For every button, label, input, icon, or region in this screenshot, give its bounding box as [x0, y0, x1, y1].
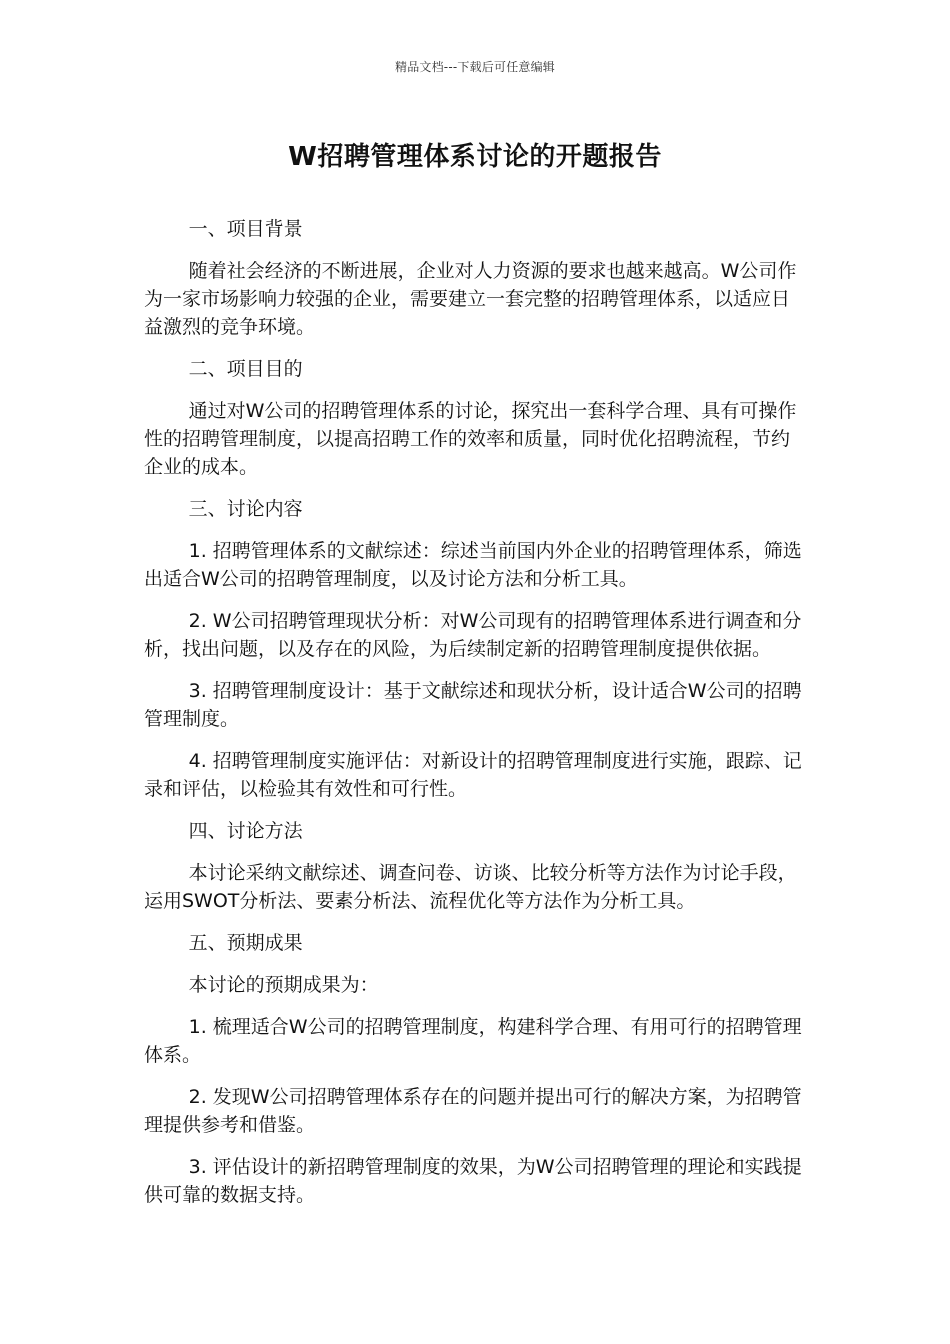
- paragraph-content-item-2: 2. W公司招聘管理现状分析：对W公司现有的招聘管理体系进行调查和分析，找出问题，以及存在的风险，为后续制定新的招聘管理制度提供依据。: [144, 610, 802, 660]
- section-heading-background: 一、项目背景: [188, 218, 303, 240]
- section-heading-content: 三、讨论内容: [188, 498, 303, 520]
- section-heading-outcomes: 五、预期成果: [188, 932, 303, 954]
- page-title: W招聘管理体系讨论的开题报告: [288, 142, 662, 172]
- document-body: [144, 215, 808, 1223]
- section-heading-methods: 四、讨论方法: [188, 820, 303, 842]
- paragraph-outcomes-intro: 本讨论的预期成果为：: [188, 974, 379, 996]
- paragraph-outcomes-item-2: 2. 发现W公司招聘管理体系存在的问题并提出可行的解决方案，为招聘管理提供参考和借鉴。: [144, 1086, 802, 1136]
- paragraph-content-item-4: 4. 招聘管理制度实施评估：对新设计的招聘管理制度进行实施，跟踪、记录和评估，以检验其有效性和可行性。: [144, 750, 802, 800]
- paragraph-content-item-1: 1. 招聘管理体系的文献综述：综述当前国内外企业的招聘管理体系，筛选出适合W公司的招聘管理制度，以及讨论方法和分析工具。: [144, 540, 802, 590]
- paragraph-outcomes-item-3: 3. 评估设计的新招聘管理制度的效果，为W公司招聘管理的理论和实践提供可靠的数据支持。: [144, 1156, 802, 1206]
- paragraph-methods: 本讨论采纳文献综述、调查问卷、访谈、比较分析等方法作为讨论手段，运用SWOT分析法、要素分析法、流程优化等方法作为分析工具。: [144, 862, 797, 912]
- section-heading-purpose: 二、项目目的: [188, 358, 303, 380]
- paragraph-outcomes-item-1: 1. 梳理适合W公司的招聘管理制度，构建科学合理、有用可行的招聘管理体系。: [144, 1016, 802, 1066]
- paragraph-purpose: 通过对W公司的招聘管理体系的讨论，探究出一套科学合理、具有可操作性的招聘管理制度，以提高招聘工作的效率和质量，同时优化招聘流程，节约企业的成本。: [144, 400, 797, 478]
- paragraph-background: 随着社会经济的不断进展，企业对人力资源的要求也越来越高。W公司作为一家市场影响力较强的企业，需要建立一套完整的招聘管理体系，以适应日益激烈的竞争环境。: [144, 260, 797, 338]
- paragraph-content-item-3: 3. 招聘管理制度设计：基于文献综述和现状分析，设计适合W公司的招聘管理制度。: [144, 680, 802, 730]
- header-note: 精品文档---下载后可任意编辑: [395, 60, 555, 74]
